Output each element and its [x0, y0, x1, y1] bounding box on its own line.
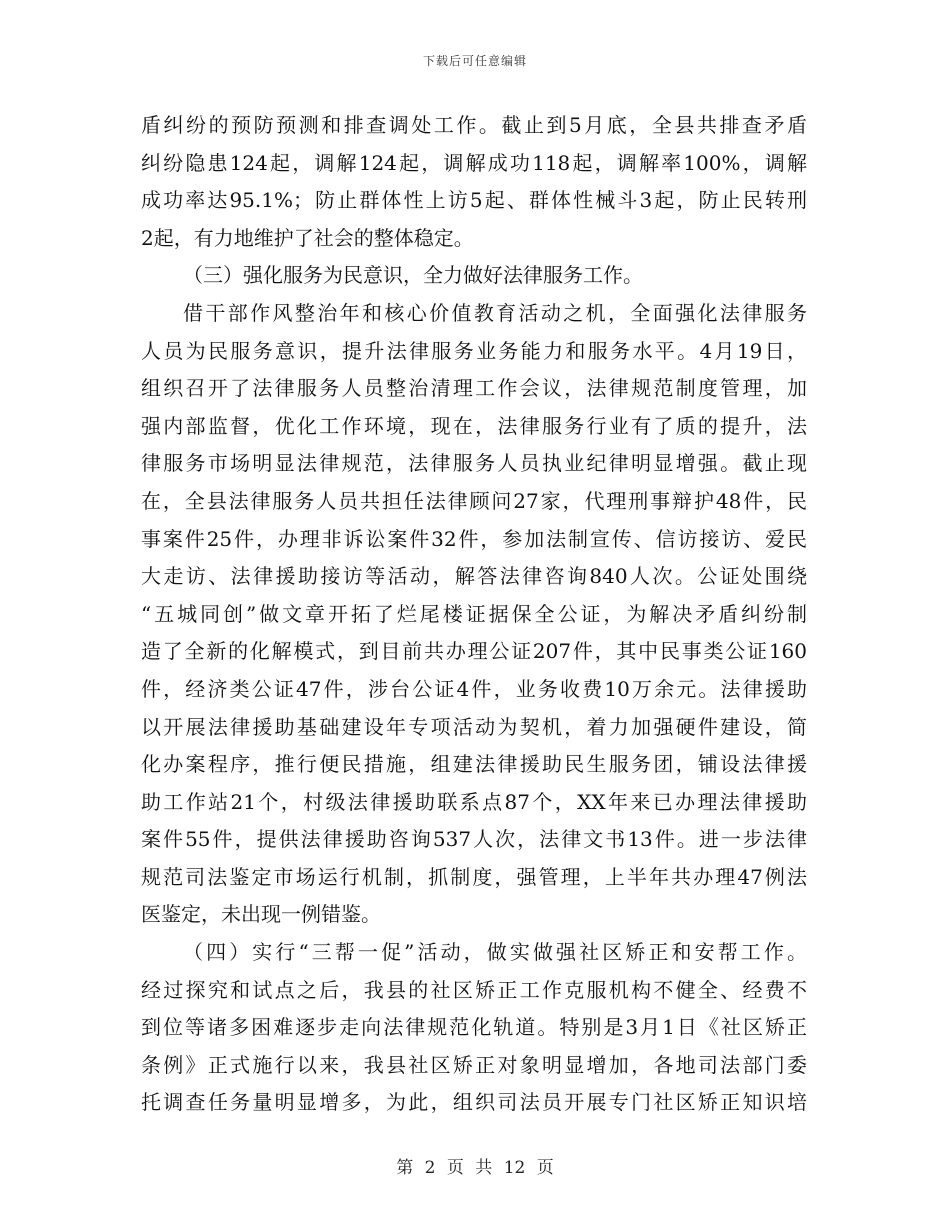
text-line: 盾纠纷的预防预测和排查调处工作。截止到5月底，全县共排查矛盾: [141, 113, 807, 137]
page-header-note: 下载后可任意编辑: [422, 54, 527, 68]
text-line: 纠纷隐患124起，调解124起，调解成功118起，调解率100%，调解: [141, 150, 807, 175]
text-line: 律服务市场明显法律规范，法律服务人员执业纪律明显增强。截止现: [141, 451, 807, 476]
text-line: （三）强化服务为民意识，全力做好法律服务工作。: [183, 263, 643, 288]
text-line: 在，全县法律服务人员共担任法律顾问27家，代理刑事辩护48件，民: [141, 488, 807, 513]
text-line: 强内部监督，优化工作环境，现在，法律服务行业有了质的提升，法: [141, 413, 807, 438]
text-line: 以开展法律援助基础建设年专项活动为契机，着力加强硬件建设，简: [141, 714, 807, 739]
page-number-footer: 第 2 页 共 12 页: [396, 1158, 554, 1178]
text-line: 造了全新的化解模式，到目前共办理公证207件，其中民事类公证160: [141, 639, 807, 664]
text-line: 到位等诸多困难逐步走向法律规范化轨道。特别是3月1日《社区矫正: [141, 1015, 807, 1040]
text-line: 组织召开了法律服务人员整治清理工作会议，法律规范制度管理，加: [141, 376, 807, 401]
text-line: 化办案程序，推行便民措施，组建法律援助民生服务团，铺设法律援: [141, 752, 807, 777]
text-line: 规范司法鉴定市场运行机制，抓制度，强管理，上半年共办理47例法: [141, 864, 807, 889]
text-line: 件，经济类公证47件，涉台公证4件，业务收费10万余元。法律援助: [141, 676, 807, 701]
text-line: （四）实行“三帮一促”活动，做实做强社区矫正和安帮工作。: [183, 940, 807, 965]
text-line: 2起，有力地维护了社会的整体稳定。: [141, 225, 474, 250]
text-line: 大走访、法律援助接访等活动，解答法律咨询840人次。公证处围绕: [141, 564, 807, 589]
document-body: [141, 107, 807, 1122]
text-line: 案件55件，提供法律援助咨询537人次，法律文书13件。进一步法律: [141, 827, 807, 852]
text-line: 助工作站21个，村级法律援助联系点87个，XX年来已办理法律援助: [141, 789, 807, 814]
text-line: 医鉴定，未出现一例错鉴。: [141, 902, 381, 927]
text-line: 托调查任务量明显增多，为此，组织司法员开展专门社区矫正知识培: [141, 1090, 807, 1115]
text-line: 条例》正式施行以来，我县社区矫正对象明显增加，各地司法部门委: [141, 1052, 807, 1077]
text-line: “五城同创”做文章开拓了烂尾楼证据保全公证，为解决矛盾纠纷制: [141, 601, 807, 626]
text-line: 人员为民服务意识，提升法律服务业务能力和服务水平。4月19日，: [141, 338, 807, 363]
text-line: 成功率达95.1%；防止群体性上访5起、群体性械斗3起，防止民转刑: [141, 188, 807, 213]
text-line: 经过探究和试点之后，我县的社区矫正工作克服机构不健全、经费不: [141, 977, 807, 1002]
text-line: 借干部作风整治年和核心价值教育活动之机，全面强化法律服务: [183, 300, 807, 325]
text-line: 事案件25件，办理非诉讼案件32件，参加法制宣传、信访接访、爱民: [141, 526, 807, 551]
